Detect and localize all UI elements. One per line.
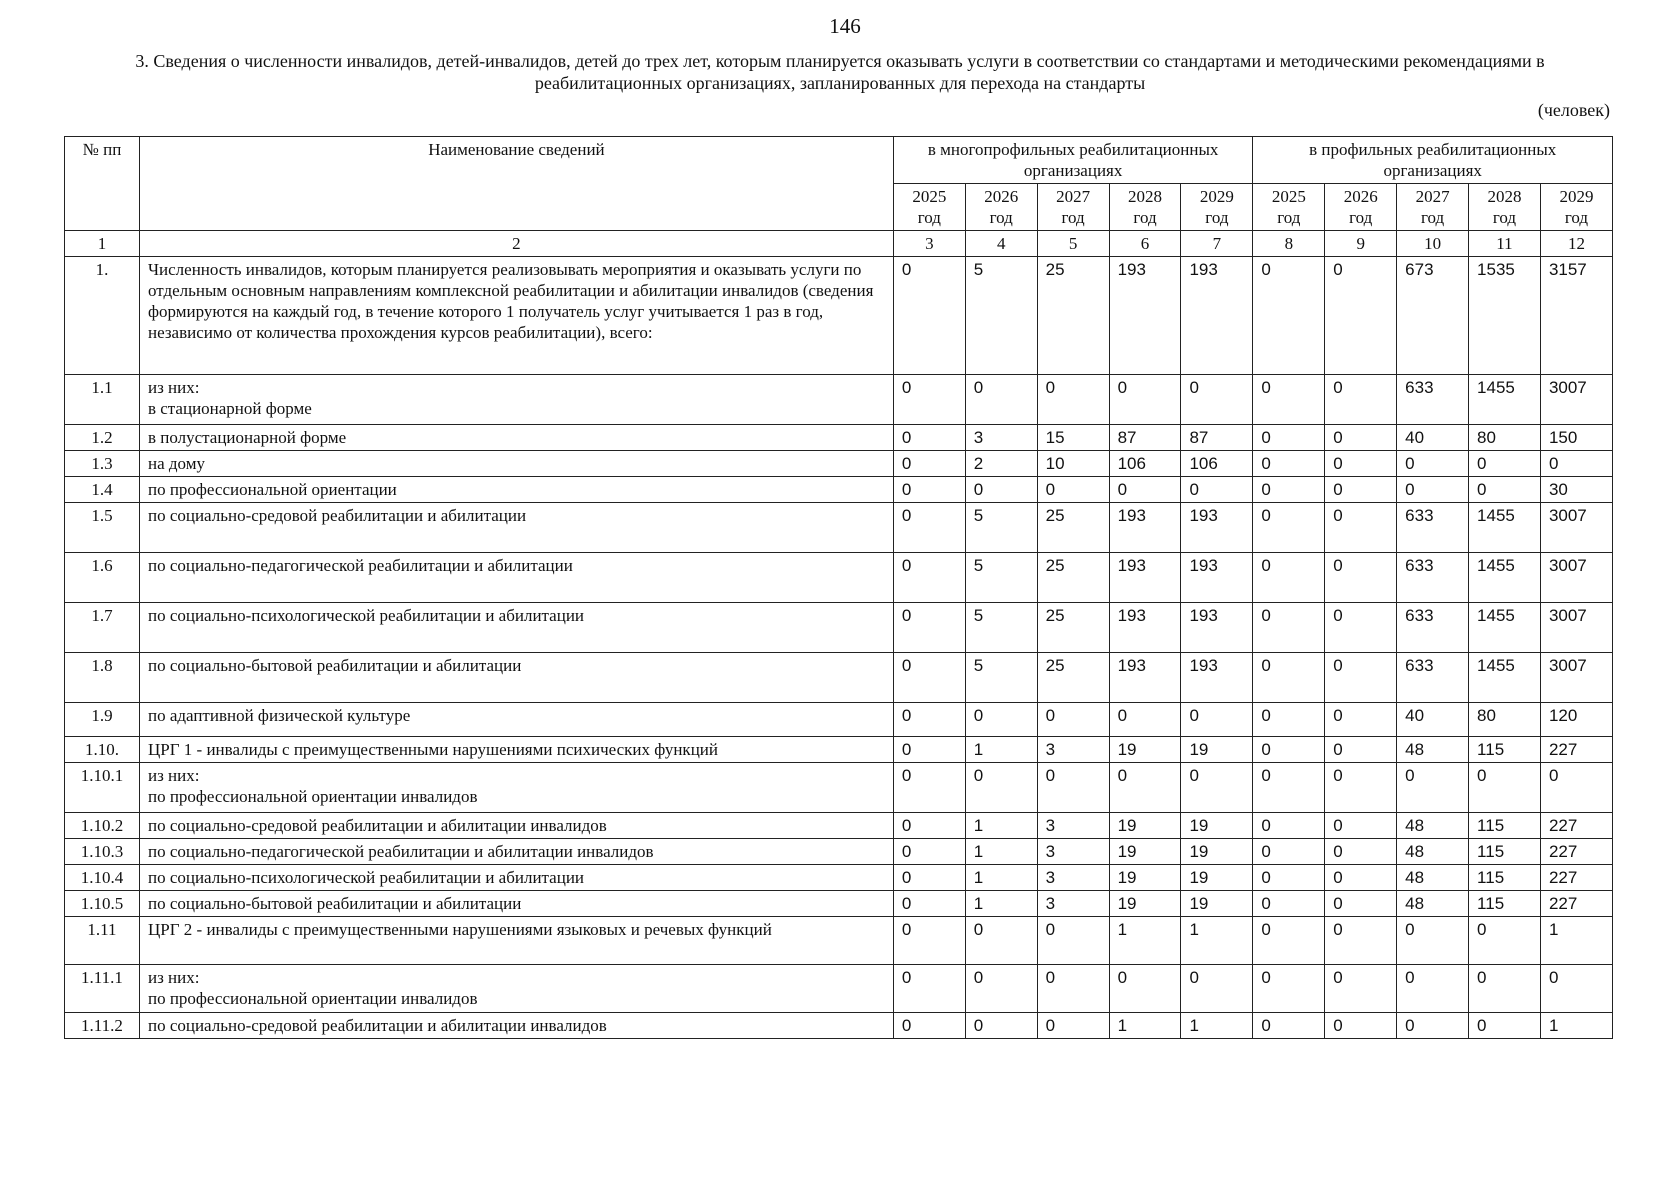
row-value: 0: [893, 1013, 965, 1039]
table-row: [65, 965, 1613, 1013]
row-value: 0: [1325, 603, 1397, 653]
row-value: 106: [1181, 451, 1253, 477]
row-value: 633: [1397, 603, 1469, 653]
row-value: 1: [965, 891, 1037, 917]
row-value: 0: [1325, 917, 1397, 965]
row-value: 0: [893, 425, 965, 451]
row-value: 1: [1540, 1013, 1612, 1039]
row-name: на дому: [139, 451, 893, 477]
row-value: 0: [1469, 451, 1541, 477]
row-name: по профессиональной ориентации: [139, 477, 893, 503]
row-value: 0: [1540, 965, 1612, 1013]
row-value: 673: [1397, 257, 1469, 375]
row-value: 19: [1181, 737, 1253, 763]
row-value: 19: [1109, 737, 1181, 763]
row-value: 3: [1037, 865, 1109, 891]
table-row: [65, 891, 1613, 917]
row-value: 0: [893, 763, 965, 813]
row-value: 633: [1397, 375, 1469, 425]
header-year: 2028 год: [1469, 184, 1541, 231]
row-value: 0: [1253, 451, 1325, 477]
row-value: 19: [1181, 865, 1253, 891]
row-value: 0: [1253, 917, 1325, 965]
row-value: 120: [1540, 703, 1612, 737]
row-value: 25: [1037, 503, 1109, 553]
row-value: 0: [893, 917, 965, 965]
row-value: 1: [1540, 917, 1612, 965]
column-number: 1: [65, 231, 140, 257]
row-value: 3007: [1540, 553, 1612, 603]
row-value: 1: [1109, 1013, 1181, 1039]
row-value: 227: [1540, 813, 1612, 839]
row-value: 0: [1325, 257, 1397, 375]
row-value: 0: [1325, 375, 1397, 425]
row-value: 19: [1109, 865, 1181, 891]
row-value: 0: [1325, 839, 1397, 865]
row-value: 0: [1325, 763, 1397, 813]
row-value: 25: [1037, 653, 1109, 703]
table-row: [65, 737, 1613, 763]
row-name: из них: по профессиональной ориентации инвалидов: [139, 965, 893, 1013]
row-value: 0: [1253, 763, 1325, 813]
row-value: 0: [893, 891, 965, 917]
row-value: 1: [965, 839, 1037, 865]
row-value: 0: [893, 477, 965, 503]
row-number: 1.: [65, 257, 140, 375]
row-value: 3: [1037, 891, 1109, 917]
row-value: 0: [893, 737, 965, 763]
row-value: 1: [1109, 917, 1181, 965]
row-value: 0: [1469, 1013, 1541, 1039]
row-value: 0: [893, 839, 965, 865]
row-value: 0: [1469, 763, 1541, 813]
row-value: 0: [1325, 553, 1397, 603]
row-value: 0: [965, 477, 1037, 503]
header-col-name: Наименование сведений: [139, 137, 893, 231]
row-value: 87: [1181, 425, 1253, 451]
row-name: по социально-педагогической реабилитации и абилитации инвалидов: [139, 839, 893, 865]
row-value: 3: [1037, 737, 1109, 763]
row-value: 48: [1397, 813, 1469, 839]
row-value: 5: [965, 257, 1037, 375]
row-value: 0: [1037, 703, 1109, 737]
row-value: 0: [1325, 653, 1397, 703]
row-value: 19: [1109, 891, 1181, 917]
data-table: [64, 136, 1613, 1039]
row-value: 0: [893, 865, 965, 891]
row-value: 0: [1037, 375, 1109, 425]
row-value: 0: [1325, 1013, 1397, 1039]
column-number: 3: [893, 231, 965, 257]
row-value: 0: [965, 703, 1037, 737]
row-value: 25: [1037, 603, 1109, 653]
column-number: 7: [1181, 231, 1253, 257]
row-name: по социально-психологической реабилитации и абилитации: [139, 865, 893, 891]
row-value: 1: [1181, 917, 1253, 965]
row-value: 1455: [1469, 503, 1541, 553]
header-group-multi: в многопрофильных реабилитационных организациях: [893, 137, 1252, 184]
row-name: из них: по профессиональной ориентации инвалидов: [139, 763, 893, 813]
row-value: 0: [1325, 425, 1397, 451]
row-value: 0: [1037, 965, 1109, 1013]
document-title: 3. Сведения о численности инвалидов, детей-инвалидов, детей до трех лет, которым планируется оказывать услуги в соответствии со стандартами и методическими рекомендациями в реабилитационных организациях, запланированных для перехода на стандарты: [135, 51, 1545, 93]
row-value: 0: [965, 965, 1037, 1013]
row-value: 0: [1181, 477, 1253, 503]
row-value: 0: [1109, 965, 1181, 1013]
row-value: 193: [1109, 503, 1181, 553]
table-row: [65, 813, 1613, 839]
row-name: по социально-педагогической реабилитации и абилитации: [139, 553, 893, 603]
row-value: 0: [1325, 451, 1397, 477]
header-year: 2025 год: [893, 184, 965, 231]
row-number: 1.10.: [65, 737, 140, 763]
row-value: 30: [1540, 477, 1612, 503]
row-value: 87: [1109, 425, 1181, 451]
column-number: 4: [965, 231, 1037, 257]
column-number: 9: [1325, 231, 1397, 257]
row-value: 48: [1397, 865, 1469, 891]
row-value: 227: [1540, 839, 1612, 865]
row-value: 0: [1540, 763, 1612, 813]
row-value: 0: [1109, 763, 1181, 813]
row-name: в полустационарной форме: [139, 425, 893, 451]
row-value: 0: [1109, 375, 1181, 425]
row-value: 0: [1253, 553, 1325, 603]
row-number: 1.3: [65, 451, 140, 477]
row-value: 0: [1181, 965, 1253, 1013]
row-value: 0: [1253, 891, 1325, 917]
row-value: 0: [1325, 703, 1397, 737]
row-value: 3157: [1540, 257, 1612, 375]
row-value: 0: [1253, 375, 1325, 425]
row-value: 193: [1181, 603, 1253, 653]
row-value: 0: [1253, 1013, 1325, 1039]
row-value: 106: [1109, 451, 1181, 477]
row-value: 0: [1253, 839, 1325, 865]
row-value: 0: [893, 965, 965, 1013]
row-value: 0: [1397, 917, 1469, 965]
table-row: [65, 1013, 1613, 1039]
row-value: 0: [965, 917, 1037, 965]
header-year: 2029 год: [1540, 184, 1612, 231]
row-name: ЦРГ 2 - инвалиды с преимущественными нарушениями языковых и речевых функций: [139, 917, 893, 965]
table-row: [65, 503, 1613, 553]
row-value: 0: [1253, 257, 1325, 375]
row-value: 0: [965, 375, 1037, 425]
row-value: 5: [965, 603, 1037, 653]
row-value: 0: [1253, 425, 1325, 451]
row-value: 3: [965, 425, 1037, 451]
header-year: 2027 год: [1397, 184, 1469, 231]
column-number: 5: [1037, 231, 1109, 257]
row-value: 115: [1469, 813, 1541, 839]
row-value: 5: [965, 553, 1037, 603]
row-value: 0: [1253, 653, 1325, 703]
row-value: 0: [893, 653, 965, 703]
row-value: 0: [1469, 965, 1541, 1013]
column-number: 10: [1397, 231, 1469, 257]
row-number: 1.10.3: [65, 839, 140, 865]
table-header: [65, 137, 1613, 257]
row-value: 0: [1253, 813, 1325, 839]
row-value: 0: [1397, 477, 1469, 503]
row-value: 2: [965, 451, 1037, 477]
row-value: 40: [1397, 703, 1469, 737]
units-label: (человек): [1537, 100, 1610, 120]
header-column-numbers-row: [65, 231, 1613, 257]
row-value: 0: [1397, 451, 1469, 477]
row-value: 0: [1325, 477, 1397, 503]
row-value: 0: [1325, 891, 1397, 917]
table-row: [65, 257, 1613, 375]
row-name: по социально-средовой реабилитации и абилитации инвалидов: [139, 813, 893, 839]
table-row: [65, 839, 1613, 865]
row-value: 0: [1253, 503, 1325, 553]
table-row: [65, 425, 1613, 451]
row-number: 1.1: [65, 375, 140, 425]
row-name: ЦРГ 1 - инвалиды с преимущественными нарушениями психических функций: [139, 737, 893, 763]
table-row: [65, 375, 1613, 425]
row-name: по социально-бытовой реабилитации и абилитации: [139, 891, 893, 917]
row-value: 0: [1540, 451, 1612, 477]
row-value: 0: [1109, 703, 1181, 737]
row-value: 0: [1037, 917, 1109, 965]
row-value: 1: [965, 737, 1037, 763]
row-value: 1: [965, 813, 1037, 839]
row-number: 1.6: [65, 553, 140, 603]
column-number: 6: [1109, 231, 1181, 257]
row-name: Численность инвалидов, которым планируется реализовывать мероприятия и оказывать услуги по отдельным основным направлениям комплексной реабилитации и абилитации инвалидов (сведения формируются на каждый год, в течение которого 1 получатель услуг учитывается 1 раз в год, независимо от количества прохождения курсов реабилитации), всего:: [139, 257, 893, 375]
table-row: [65, 865, 1613, 891]
row-value: 193: [1109, 603, 1181, 653]
row-name: по адаптивной физической культуре: [139, 703, 893, 737]
row-value: 193: [1181, 653, 1253, 703]
row-number: 1.8: [65, 653, 140, 703]
row-value: 3007: [1540, 653, 1612, 703]
row-value: 193: [1181, 503, 1253, 553]
row-value: 193: [1181, 553, 1253, 603]
table-row: [65, 603, 1613, 653]
row-number: 1.10.5: [65, 891, 140, 917]
row-value: 0: [965, 763, 1037, 813]
row-value: 1455: [1469, 603, 1541, 653]
row-number: 1.9: [65, 703, 140, 737]
row-value: 193: [1109, 653, 1181, 703]
row-value: 0: [893, 451, 965, 477]
row-value: 0: [1181, 763, 1253, 813]
header-group-profile: в профильных реабилитационных организациях: [1253, 137, 1613, 184]
row-value: 633: [1397, 553, 1469, 603]
row-name: по социально-средовой реабилитации и абилитации: [139, 503, 893, 553]
row-value: 0: [1325, 965, 1397, 1013]
row-number: 1.10.4: [65, 865, 140, 891]
header-year: 2025 год: [1253, 184, 1325, 231]
row-value: 0: [1325, 813, 1397, 839]
row-value: 3: [1037, 813, 1109, 839]
row-value: 19: [1181, 891, 1253, 917]
header-year: 2028 год: [1109, 184, 1181, 231]
row-value: 25: [1037, 553, 1109, 603]
table-row: [65, 653, 1613, 703]
row-number: 1.11.2: [65, 1013, 140, 1039]
row-value: 1535: [1469, 257, 1541, 375]
row-value: 40: [1397, 425, 1469, 451]
row-value: 1455: [1469, 653, 1541, 703]
row-value: 0: [893, 375, 965, 425]
row-value: 0: [1325, 865, 1397, 891]
row-value: 0: [1325, 737, 1397, 763]
row-value: 1455: [1469, 375, 1541, 425]
row-value: 19: [1109, 839, 1181, 865]
row-value: 19: [1181, 839, 1253, 865]
row-number: 1.10.1: [65, 763, 140, 813]
row-value: 3007: [1540, 375, 1612, 425]
row-value: 1: [965, 865, 1037, 891]
header-year: 2027 год: [1037, 184, 1109, 231]
row-value: 48: [1397, 839, 1469, 865]
row-value: 115: [1469, 865, 1541, 891]
row-value: 0: [893, 257, 965, 375]
page-number: 146: [829, 14, 861, 38]
column-number: 11: [1469, 231, 1541, 257]
row-value: 0: [893, 603, 965, 653]
row-value: 48: [1397, 737, 1469, 763]
row-value: 48: [1397, 891, 1469, 917]
row-value: 115: [1469, 839, 1541, 865]
table-row: [65, 917, 1613, 965]
row-value: 633: [1397, 503, 1469, 553]
row-value: 0: [1469, 917, 1541, 965]
row-value: 19: [1181, 813, 1253, 839]
table-row: [65, 703, 1613, 737]
row-value: 0: [893, 813, 965, 839]
header-year: 2026 год: [1325, 184, 1397, 231]
row-value: 0: [893, 553, 965, 603]
row-value: 3007: [1540, 503, 1612, 553]
row-value: 0: [1397, 1013, 1469, 1039]
row-value: 0: [1037, 763, 1109, 813]
table-row: [65, 763, 1613, 813]
row-number: 1.4: [65, 477, 140, 503]
row-value: 115: [1469, 737, 1541, 763]
row-value: 633: [1397, 653, 1469, 703]
row-number: 1.11.1: [65, 965, 140, 1013]
column-number: 8: [1253, 231, 1325, 257]
row-value: 1455: [1469, 553, 1541, 603]
header-year: 2029 год: [1181, 184, 1253, 231]
row-name: по социально-бытовой реабилитации и абилитации: [139, 653, 893, 703]
row-value: 193: [1109, 257, 1181, 375]
row-value: 0: [1253, 703, 1325, 737]
row-value: 0: [1253, 865, 1325, 891]
row-value: 5: [965, 653, 1037, 703]
table-row: [65, 553, 1613, 603]
row-value: 0: [1109, 477, 1181, 503]
row-value: 1: [1181, 1013, 1253, 1039]
column-number: 2: [139, 231, 893, 257]
row-name: по социально-психологической реабилитации и абилитации: [139, 603, 893, 653]
row-value: 5: [965, 503, 1037, 553]
row-number: 1.7: [65, 603, 140, 653]
row-name: из них: в стационарной форме: [139, 375, 893, 425]
row-number: 1.11: [65, 917, 140, 965]
row-number: 1.5: [65, 503, 140, 553]
row-value: 0: [1253, 603, 1325, 653]
row-value: 115: [1469, 891, 1541, 917]
row-value: 80: [1469, 425, 1541, 451]
row-name: по социально-средовой реабилитации и абилитации инвалидов: [139, 1013, 893, 1039]
table-row: [65, 451, 1613, 477]
row-value: 25: [1037, 257, 1109, 375]
row-value: 193: [1109, 553, 1181, 603]
header-year: 2026 год: [965, 184, 1037, 231]
row-value: 0: [1397, 965, 1469, 1013]
row-value: 0: [1253, 965, 1325, 1013]
row-value: 0: [965, 1013, 1037, 1039]
row-value: 0: [1397, 763, 1469, 813]
row-value: 0: [1037, 477, 1109, 503]
table-row: [65, 477, 1613, 503]
row-number: 1.2: [65, 425, 140, 451]
row-value: 15: [1037, 425, 1109, 451]
row-value: 19: [1109, 813, 1181, 839]
row-value: 0: [1469, 477, 1541, 503]
row-value: 227: [1540, 865, 1612, 891]
row-number: 1.10.2: [65, 813, 140, 839]
column-number: 12: [1540, 231, 1612, 257]
row-value: 0: [1325, 503, 1397, 553]
table-body: [65, 257, 1613, 1039]
row-value: 0: [893, 703, 965, 737]
row-value: 0: [1181, 703, 1253, 737]
header-col-num: № пп: [65, 137, 140, 231]
row-value: 80: [1469, 703, 1541, 737]
row-value: 0: [1037, 1013, 1109, 1039]
row-value: 193: [1181, 257, 1253, 375]
row-value: 10: [1037, 451, 1109, 477]
row-value: 150: [1540, 425, 1612, 451]
row-value: 227: [1540, 737, 1612, 763]
row-value: 3007: [1540, 603, 1612, 653]
row-value: 0: [1253, 737, 1325, 763]
row-value: 227: [1540, 891, 1612, 917]
row-value: 3: [1037, 839, 1109, 865]
row-value: 0: [893, 503, 965, 553]
row-value: 0: [1181, 375, 1253, 425]
row-value: 0: [1253, 477, 1325, 503]
